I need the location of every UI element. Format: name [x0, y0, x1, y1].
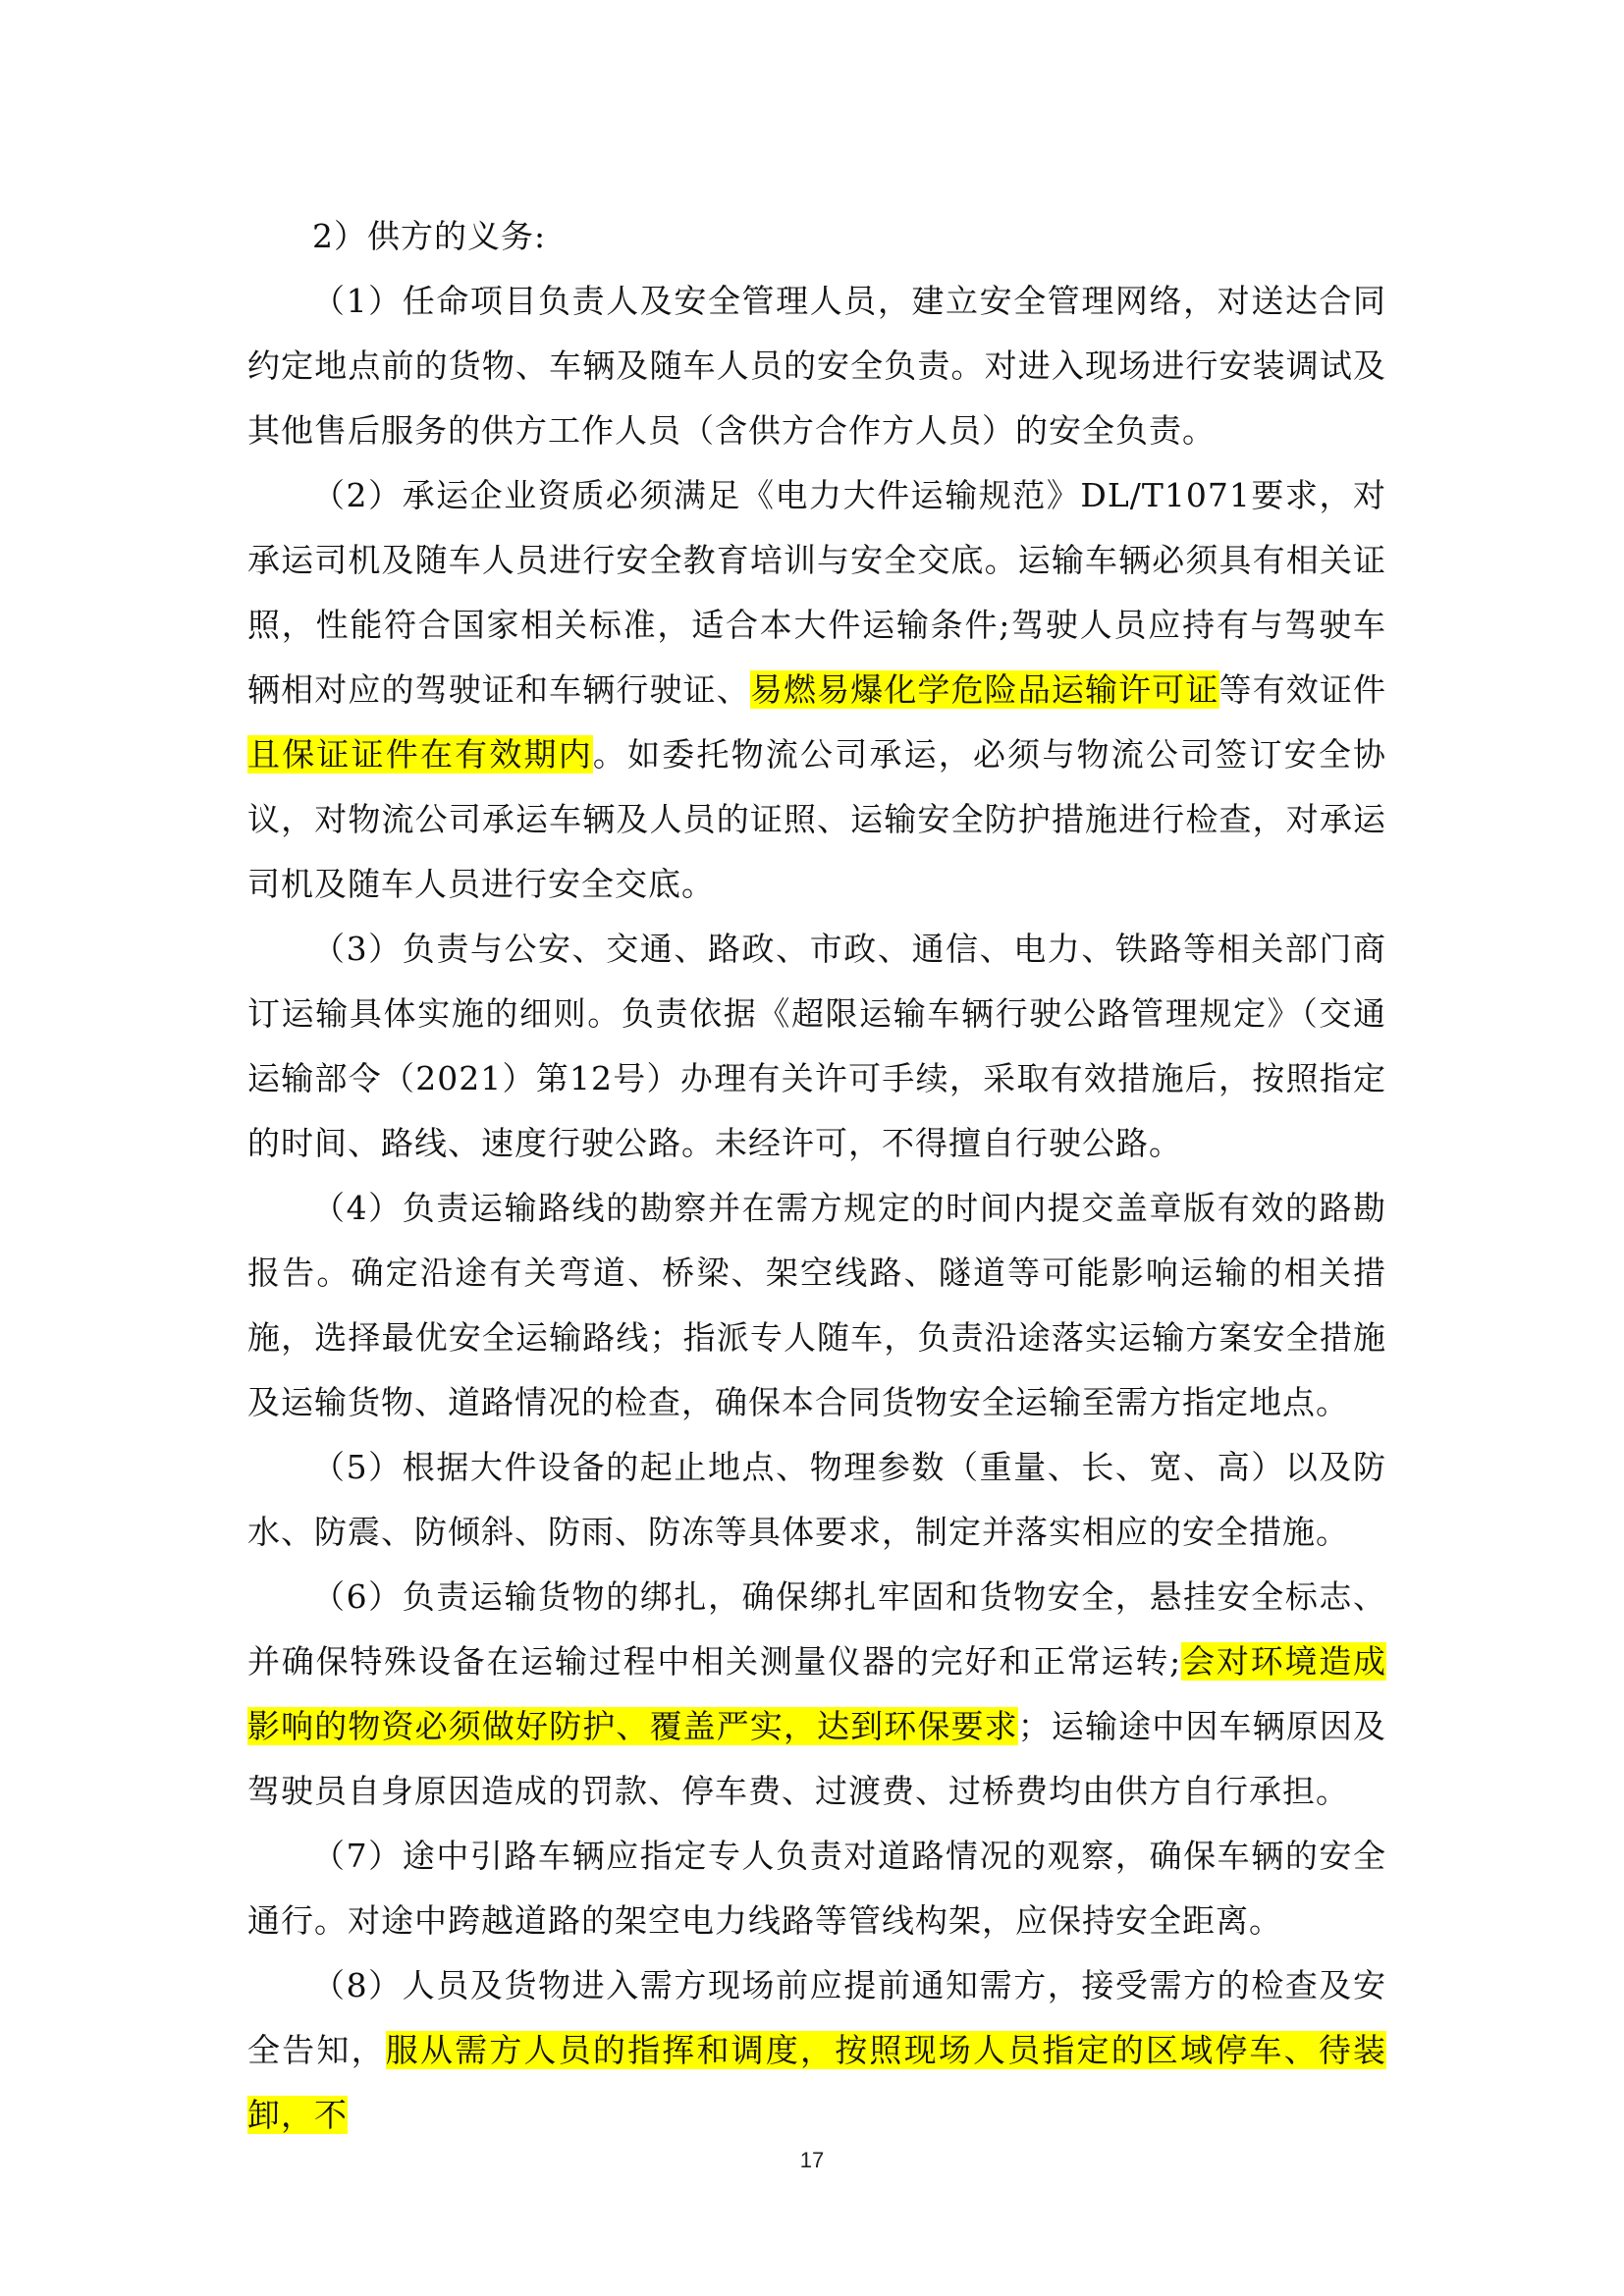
highlighted-text: 会对环境造成影响的物资必须做好防护、覆盖严实，达到环保要求 [247, 1642, 1387, 1745]
paragraph-text: （7）途中引路车辆应指定专人负责对道路情况的观察，确保车辆的安全通行。对途中跨越道路的架空电力线路等管线构架，应保持安全距离。 [247, 1837, 1386, 1940]
paragraph-text: （8）人员及货物进入需方现场前应提前通知需方，接受需方的检查及安全告知， [247, 1966, 1386, 2069]
paragraph-text: 等有效证件 [1218, 670, 1387, 709]
paragraph-item-3 [247, 917, 1386, 1176]
paragraph-text: （1）任命项目负责人及安全管理人员，建立安全管理网络，对送达合同约定地点前的货物、车辆及随车人员的安全负责。对进入现场进行安装调试及其他售后服务的供方工作人员（含供方合作方人员）的安全负责。 [247, 282, 1386, 450]
paragraph-text: （6）负责运输货物的绑扎，确保绑扎牢固和货物安全，悬挂安全标志、并确保特殊设备在运输过程中相关测量仪器的完好和正常运转; [247, 1577, 1386, 1681]
paragraph-item-5 [247, 1435, 1386, 1565]
paragraph-text: （3）负责与公安、交通、路政、市政、通信、电力、铁路等相关部门商订运输具体实施的细则。负责依据《超限运输车辆行驶公路管理规定》（交通运输部令（2021）第12号）办理有关许可手续，采取有效措施后，按照指定的时间、路线、速度行驶公路。未经许可，不得擅自行驶公路。 [247, 930, 1386, 1162]
paragraph-list [247, 269, 1386, 2148]
highlighted-text: 服从需方人员的指挥和调度，按照现场人员指定的区域停车、待装卸，不 [247, 2031, 1386, 2134]
paragraph-text: ；运输途中因车辆原因及驾驶员自身原因造成的罚款、停车费、过渡费、过桥费均由供方自行承担。 [247, 1707, 1387, 1810]
paragraph-item-6 [247, 1565, 1386, 1824]
paragraph-item-7 [247, 1824, 1386, 1953]
paragraph-item-1 [247, 269, 1386, 463]
paragraph-item-2 [247, 463, 1386, 917]
paragraph-text: 。如委托物流公司承运，必须与物流公司签订安全协议，对物流公司承运车辆及人员的证照、运输安全防护措施进行检查，对承运司机及随车人员进行安全交底。 [247, 735, 1386, 903]
section-heading: 2）供方的义务: [312, 217, 547, 255]
paragraph-item-4 [247, 1176, 1386, 1435]
highlighted-text: 易燃易爆化学危险品运输许可证 [749, 670, 1219, 709]
paragraph-text: （2）承运企业资质必须满足《电力大件运输规范》DL/T1071要求，对承运司机及随车人员进行安全教育培训与安全交底。运输车辆必须具有相关证照，性能符合国家相关标准，适合本大件运输条件;驾驶人员应持有与驾驶车辆相对应的驾驶证和车辆行驶证、 [247, 476, 1386, 709]
paragraph-text: （4）负责运输路线的勘察并在需方规定的时间内提交盖章版有效的路勘报告。确定沿途有关弯道、桥梁、架空线路、隧道等可能影响运输的相关措施，选择最优安全运输路线；指派专人随车，负责沿途落实运输方案安全措施及运输货物、道路情况的检查，确保本合同货物安全运输至需方指定地点。 [247, 1189, 1386, 1421]
paragraph-item-8 [247, 1953, 1386, 2148]
highlighted-text: 且保证证件在有效期内 [247, 735, 593, 774]
page-number: 17 [799, 2148, 825, 2172]
paragraph-text: （5）根据大件设备的起止地点、物理参数（重量、长、宽、高）以及防水、防震、防倾斜、防雨、防冻等具体要求，制定并落实相应的安全措施。 [247, 1448, 1386, 1551]
document-body [247, 204, 1386, 2148]
